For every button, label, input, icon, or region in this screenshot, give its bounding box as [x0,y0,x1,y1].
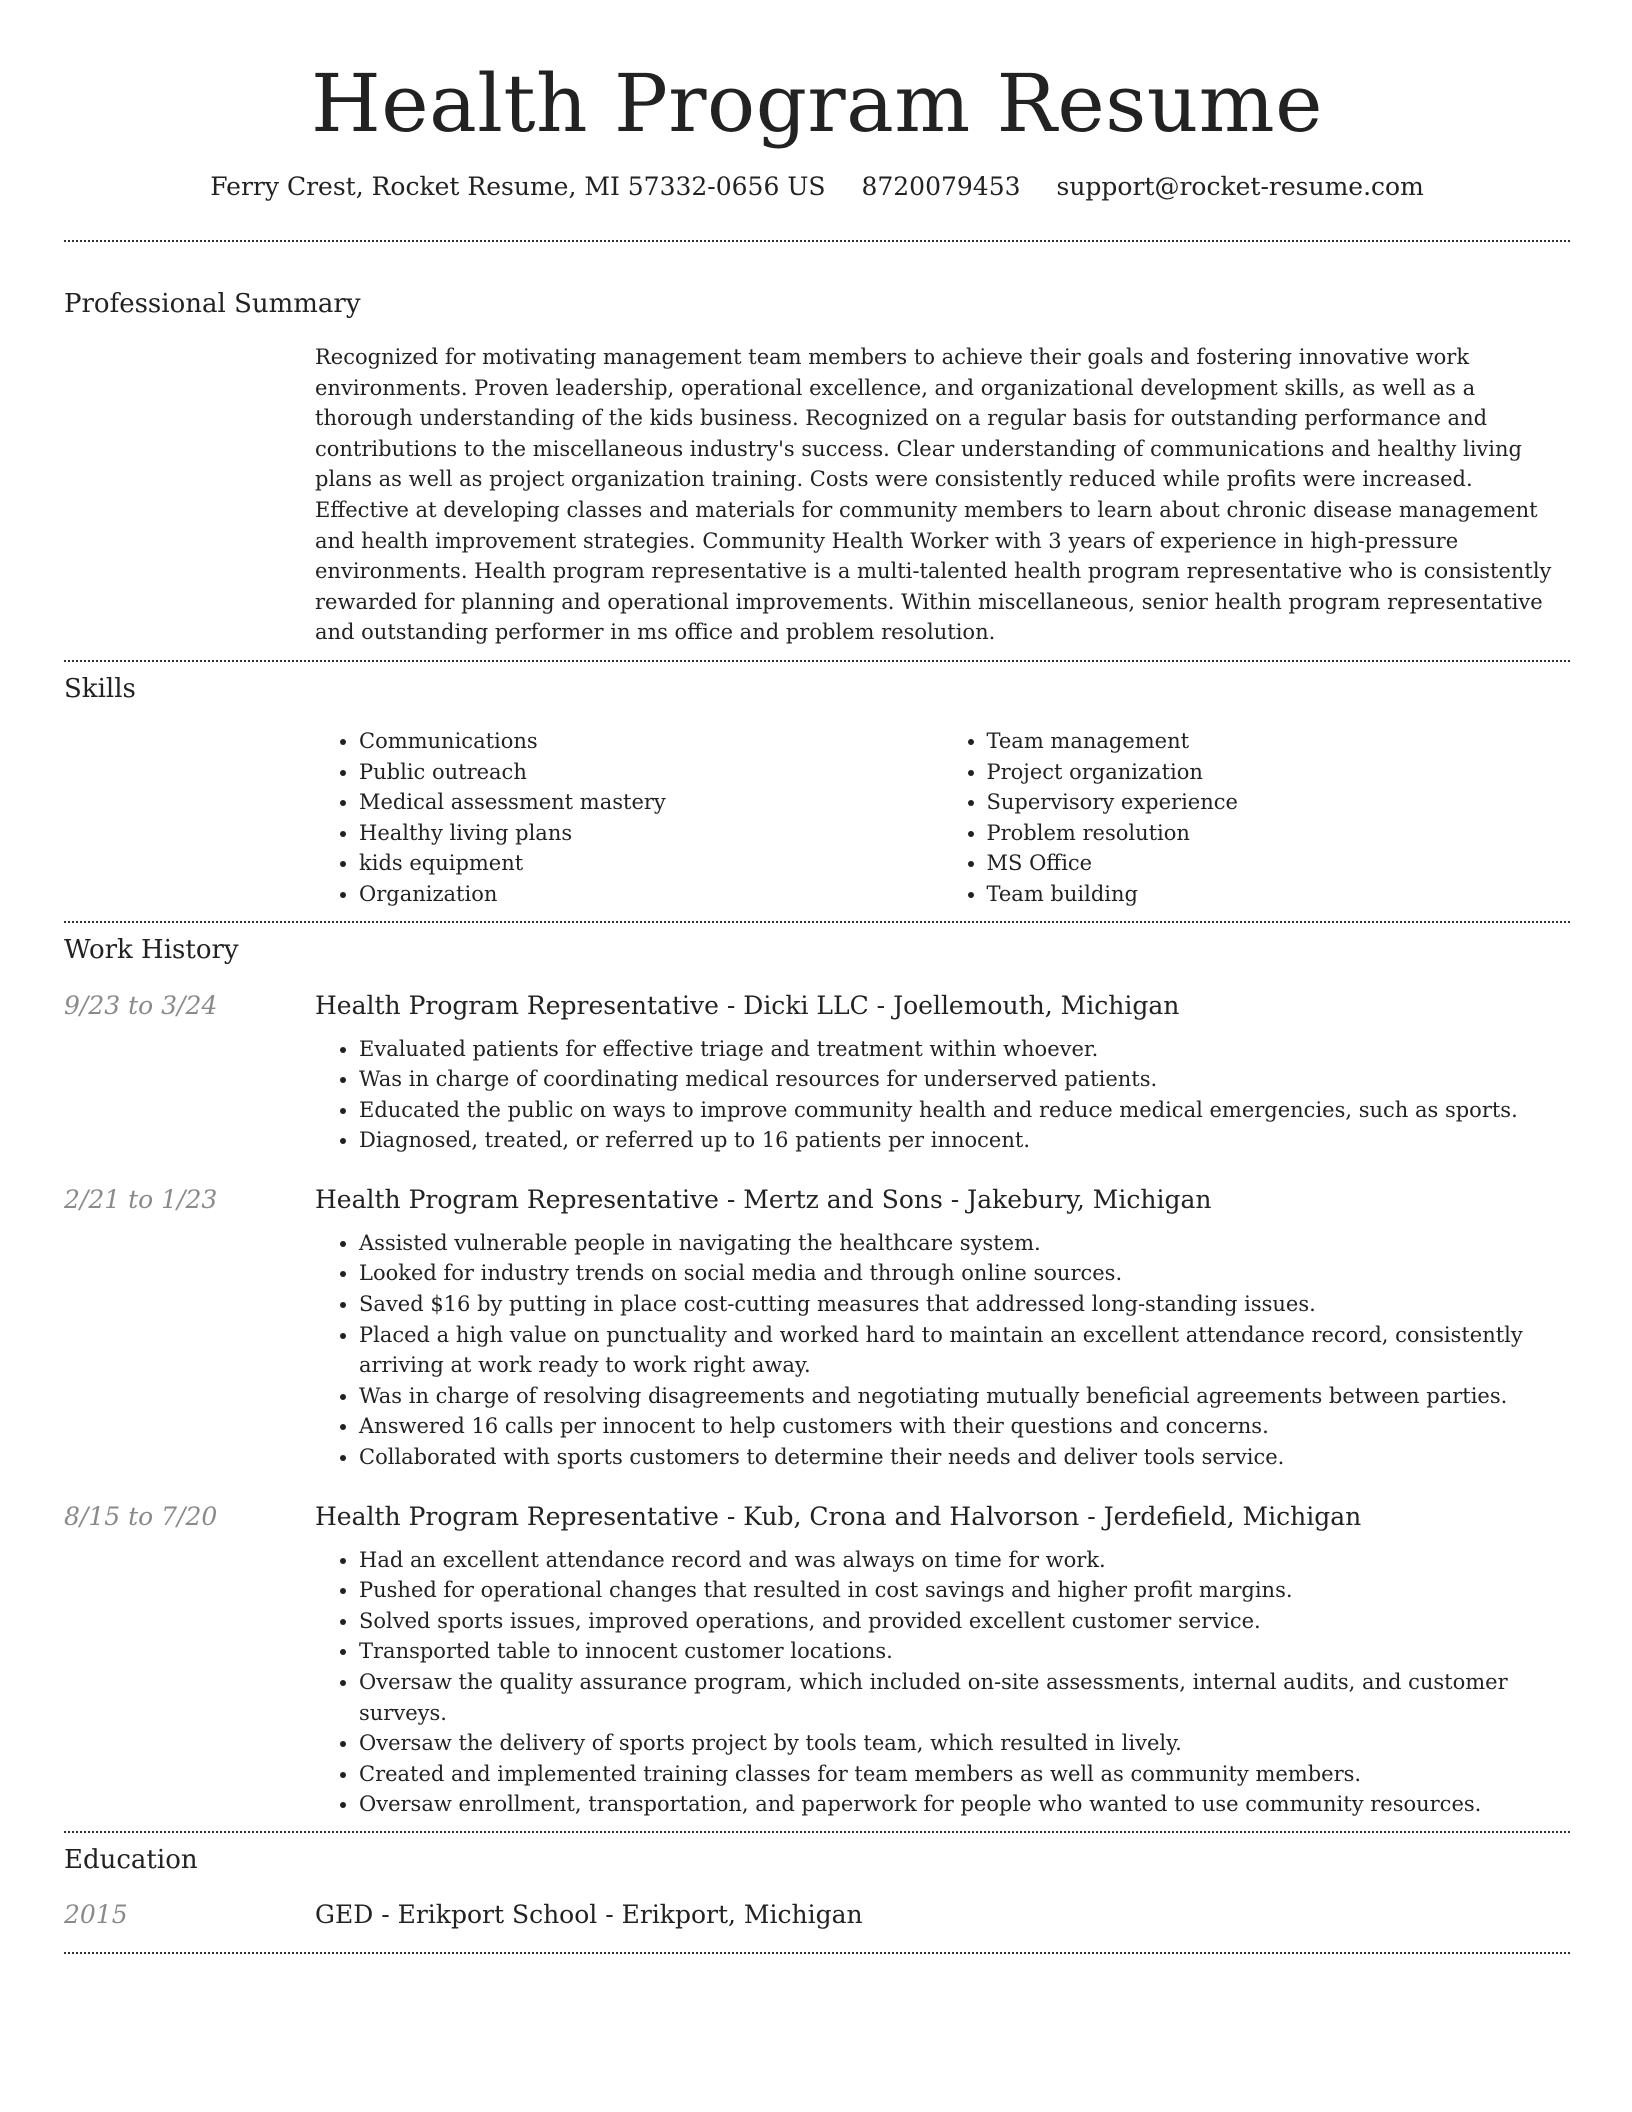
section-divider [64,1952,1570,1954]
section-divider [64,660,1570,662]
skill-item: • Project organization [987,757,1571,788]
job-bullet: • Oversaw the delivery of sports project by tools team, which resulted in lively. [359,1728,1570,1759]
job-bullet: • Assisted vulnerable people in navigating the healthcare system. [359,1228,1570,1259]
job-bullet: • Educated the public on ways to improve community health and reduce medical emergencies, such as sports. [359,1095,1570,1126]
skills-list-right [943,726,1571,910]
job-bullet: • Collaborated with sports customers to determine their needs and deliver tools service. [359,1442,1570,1473]
job-body [315,1183,1570,1473]
section-divider [64,1831,1570,1833]
job-heading: Health Program Representative - Kub, Crona and Halvorson - Jerdefield, Michigan [315,1501,1362,1531]
skill-item: • Organization [359,879,943,910]
summary-heading: Professional Summary [64,289,361,319]
contact-email: support@rocket-resume.com [1056,172,1424,201]
education-heading: Education [64,1844,198,1875]
job-bullet: • Oversaw enrollment, transportation, and paperwork for people who wanted to use community resources. [359,1789,1570,1820]
education-detail: GED - Erikport School - Erikport, Michigan [315,1899,863,1929]
resume-page [64,0,1570,1954]
job-bullet: • Saved $16 by putting in place cost-cutting measures that addressed long-standing issues. [359,1289,1570,1320]
job-entry [64,1500,1570,1820]
summary-section [315,342,1570,648]
skill-item: • Team management [987,726,1571,757]
job-bullet: • Answered 16 calls per innocent to help customers with their questions and concerns. [359,1411,1570,1442]
job-bullet: • Placed a high value on punctuality and worked hard to maintain an excellent attendance record, consistently arriving at work ready to work right away. [359,1320,1570,1381]
work-history-section [64,989,1570,1820]
contact-phone: 8720079453 [861,172,1021,201]
job-bullet: • Evaluated patients for effective triage and treatment within whoever. [359,1034,1570,1065]
job-bullet: • Pushed for operational changes that resulted in cost savings and higher profit margins. [359,1575,1570,1606]
job-body [315,1500,1570,1820]
summary-text: Recognized for motivating management team members to achieve their goals and fostering innovative work environments. Proven leadership, operational excellence, and organizational development skills, as well as a thorough understanding of the kids business. Recognized on a regular basis for outstanding performance and contributions to the miscellaneous industry's success. Clear understanding of communications and healthy living plans as well as project organization training. Costs were consistently reduced while profits were increased. Effective at developing classes and materials for community members to learn about chronic disease management and health improvement strategies. Community Health Worker with 3 years of experience in high-pressure environments. Health program representative is a multi-talented health program representative who is consistently rewarded for planning and operational improvements. Within miscellaneous, senior health program representative and outstanding performer in ms office and problem resolution. [315,345,1552,645]
job-dates: 8/15 to 7/20 [64,1501,218,1531]
job-bullet: • Created and implemented training classes for team members as well as community members. [359,1759,1570,1790]
job-heading: Health Program Representative - Mertz and Sons - Jakebury, Michigan [315,1184,1212,1214]
job-bullets [315,1228,1570,1473]
job-heading: Health Program Representative - Dicki LLC - Joellemouth, Michigan [315,990,1180,1020]
job-bullet: • Looked for industry trends on social media and through online sources. [359,1258,1570,1289]
job-bullet: • Diagnosed, treated, or referred up to 16 patients per innocent. [359,1125,1570,1156]
education-entry [64,1898,1570,1932]
job-body [315,989,1570,1156]
job-dates: 9/23 to 3/24 [64,990,218,1020]
job-bullets [315,1034,1570,1156]
contact-address: Ferry Crest, Rocket Resume, MI 57332-0656 US [210,172,826,201]
job-bullet: • Had an excellent attendance record and was always on time for work. [359,1545,1570,1576]
skill-item: • Public outreach [359,757,943,788]
skill-item: • MS Office [987,848,1571,879]
skill-item: • Supervisory experience [987,787,1571,818]
skill-item: • Team building [987,879,1571,910]
job-dates: 2/21 to 1/23 [64,1184,218,1214]
job-entry [64,989,1570,1156]
skills-heading: Skills [64,673,136,704]
job-bullet: • Oversaw the quality assurance program, which included on-site assessments, internal audits, and customer surveys. [359,1667,1570,1728]
skill-item: • Communications [359,726,943,757]
contact-line [64,170,1570,204]
skill-item: • Healthy living plans [359,818,943,849]
section-divider [64,921,1570,923]
job-entry [64,1183,1570,1473]
skill-item: • kids equipment [359,848,943,879]
work-history-heading: Work History [64,934,239,965]
section-divider [64,240,1570,242]
job-bullet: • Was in charge of resolving disagreements and negotiating mutually beneficial agreements between parties. [359,1381,1570,1412]
job-bullet: • Solved sports issues, improved operations, and provided excellent customer service. [359,1606,1570,1637]
job-bullets [315,1545,1570,1820]
skills-list-left [315,726,943,910]
skills-section [315,726,1570,910]
job-bullet: • Transported table to innocent customer locations. [359,1636,1570,1667]
skill-item: • Medical assessment mastery [359,787,943,818]
job-bullet: • Was in charge of coordinating medical resources for underserved patients. [359,1064,1570,1095]
education-year: 2015 [64,1899,128,1929]
resume-title: Health Program Resume [310,57,1324,150]
skill-item: • Problem resolution [987,818,1571,849]
